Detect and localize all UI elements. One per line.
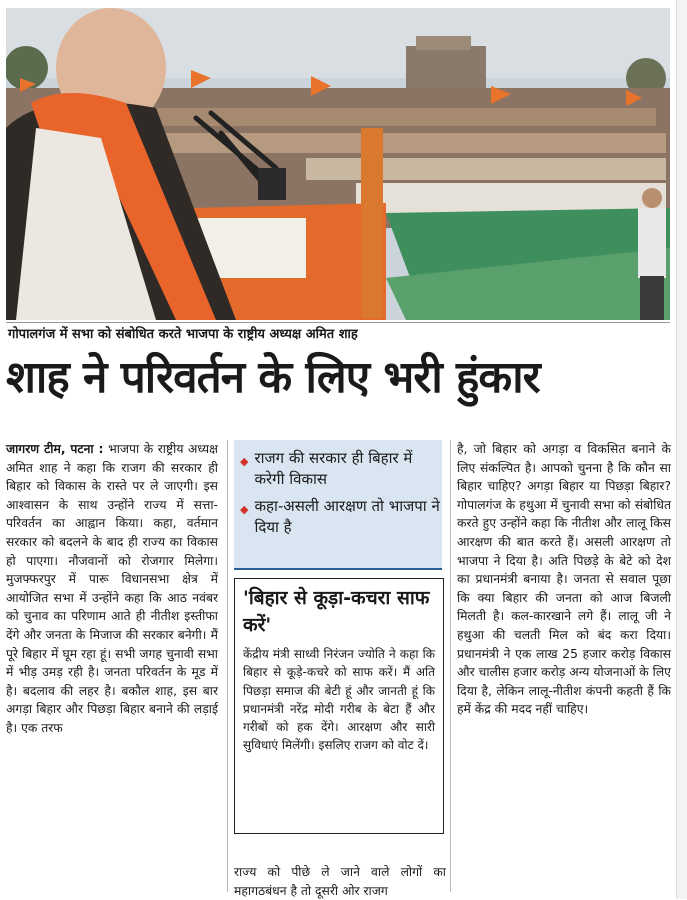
diamond-bullet-icon: ◆	[240, 503, 249, 516]
rally-photo-icon	[6, 8, 670, 320]
column-divider	[450, 440, 451, 892]
article-column-1	[6, 440, 218, 738]
highlight-item	[240, 496, 442, 538]
article-paragraph	[6, 440, 218, 738]
dateline: जागरण टीम, पटना :	[6, 442, 104, 456]
highlight-text: राजग की सरकार ही बिहार में करेगी विकास	[254, 449, 413, 488]
article-column-2-bottom: राज्य को पीछे ले जाने वाले लोगों का महागठबंधन है तो दूसरी ओर राजग	[234, 865, 446, 898]
highlight-text: कहा-असली आरक्षण तो भाजपा ने दिया है	[254, 497, 440, 536]
caption-rule	[6, 322, 670, 323]
diamond-bullet-icon: ◆	[240, 455, 249, 468]
sidebox-body: केंद्रीय मंत्री साध्वी निरंजन ज्योति ने कहा कि बिहार से कूड़े-कचरे को साफ करें। मैं अति पिछड़ा समाज की बेटी हूं और जानती हूं कि प्रधानमंत्री नरेंद्र मोदी गरीब के बेटा हैं और गरीबों को हक देंगे। आरक्षण और सारी सुविधाएं मिलेंगी। इसलिए राजग को वोट दें।	[243, 647, 435, 753]
highlight-item	[240, 448, 442, 490]
sidebox-title: 'बिहार से कूड़ा-कचरा साफ करें'	[243, 587, 430, 636]
quote-sidebox	[234, 578, 444, 834]
highlights-box	[234, 440, 442, 570]
column-divider	[227, 440, 228, 892]
article-text-col3: है, जो बिहार को अगड़ा व विकसित बनाने के लिए संकल्पित है। आपको चुनना है कि कौन सा बिहार चाहिए? अगड़ा बिहार या पिछड़ा बिहार? गोपालगंज के हथुआ में चुनावी सभा को संबोधित करते हुए उन्होंने कहा कि नीतीश और लालू किस आरक्षण की बात करते हैं। असली आरक्षण तो भाजपा ने दिया है। अति पिछड़े के बेटे को देश का प्रधानमंत्री बनाया है। जनता से सवाल पूछा कि क्या बिहार की जनता को आज बिजली मिलती है। कल-कारखाने लगे हैं। लालू जी ने हथुआ की चलती मिल को बंद करा दिया। प्रधानमंत्री ने एक लाख 25 हजार करोड़ विकास और चालीस हजार करोड़ अन्य योजनाओं के लिए दिया है, लेकिन लालू-नीतीश कंपनी कहती हैं कि हमें केंद्र की मदद नहीं चाहिए।	[457, 442, 671, 717]
photo-caption: गोपालगंज में सभा को संबोधित करते भाजपा के राष्ट्रीय अध्यक्ष अमित शाह	[8, 327, 358, 342]
rally-photo	[6, 8, 670, 320]
page-headline: शाह ने परिवर्तन के लिए भरी हुंकार	[6, 352, 540, 403]
article-text-col1: भाजपा के राष्ट्रीय अध्यक्ष अमित शाह ने कहा कि राजग की सरकार ही बिहार को विकास के रास्ते पर ले जाएगी। इस आश्वासन के साथ उन्होंने राज्य में सत्ता-परिवर्तन का आह्वान किया। कहा, वर्तमान सरकार को बदलने के बाद ही राज्य का विकास हो पाएगा। नौजवानों को रोजगार मिलेगा। मुजफ्फरपुर में पारू विधानसभा क्षेत्र में आयोजित सभा में उन्होंने कहा कि आठ नवंबर को चुनाव का परिणाम आते ही नीतीश इस्तीफा देंगे और जनता के मिजाज की सरकार बनेगी। मैं पूरे बिहार में घूम रहा हूं। सभी जगह चुनावी सभा में भीड़ उमड़ रही है। जनता परिवर्तन के मूड में है। बदलाव की लहर है। बकौल शाह, इस बार अगड़ा बिहार और पिछड़ा बिहार बनाने की लड़ाई है। एक तरफ	[6, 442, 218, 735]
page-edge	[676, 0, 687, 899]
article-column-3	[457, 440, 671, 719]
